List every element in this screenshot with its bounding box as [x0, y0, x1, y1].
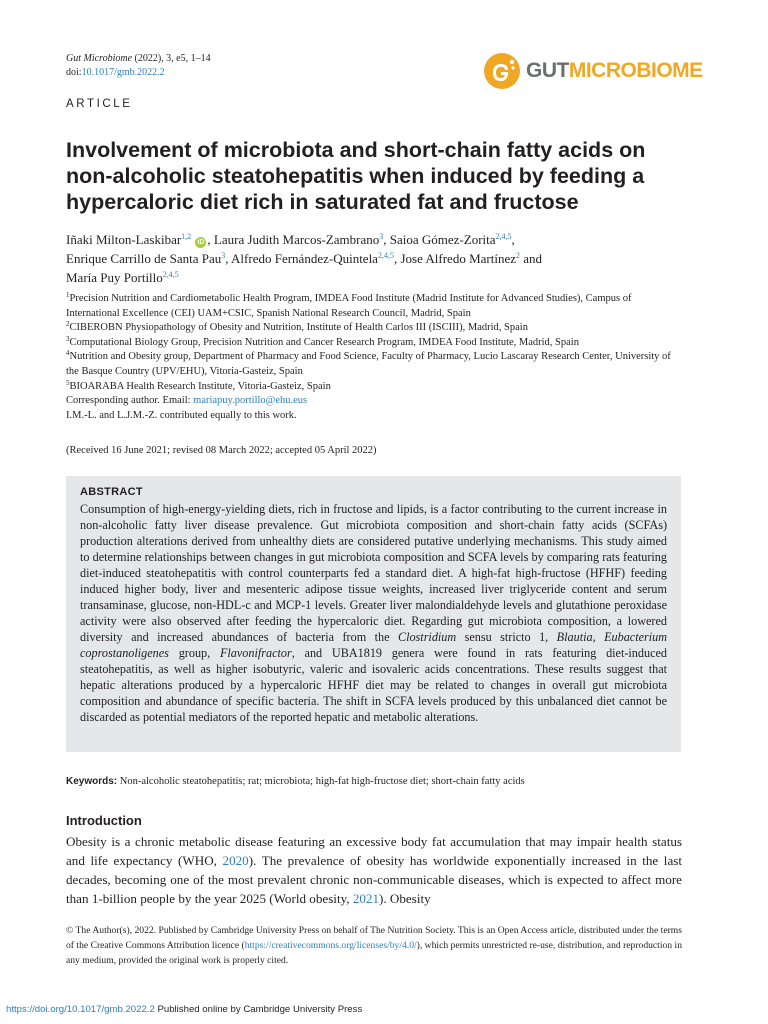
abstract-heading: ABSTRACT [80, 486, 143, 498]
affiliation-item: $^2$CIBEROBN Physiopathology of Obesity and Nutrition, Institute of Health Carlos III (ISCIII), Madrid, Spain [66, 320, 528, 334]
footer-doi-link[interactable]: https://doi.org/10.1017/gmb.2022.2 [6, 1004, 155, 1015]
corresponding-email-link[interactable]: mariapuy.portillo@ehu.eus [193, 395, 308, 407]
article-title: Involvement of microbiota and short-chain fatty acids on non-alcoholic steatohepatitis when induced by feeding a hypercaloric diet rich in saturated fat and fructose [66, 138, 646, 214]
authors-and: and [523, 251, 543, 266]
introduction-text: Obesity is a chronic metabolic disease featuring an excessive body fat accumulation that may impair health status and life expectancy (WHO, 2020). The prevalence of obesity has worldwide exponentially increased in the last decades, becoming one of the most prevalent chronic non-communicable diseases, which is expected to affect more than 1-billion people by the year 2025 (World obesity, 2021). Obesity [66, 834, 682, 906]
author-name[interactable]: Laura Judith Marcos-Zambrano [213, 232, 380, 247]
received-dates: (Received 16 June 2021; revised 08 March 2022; accepted 05 April 2022) [66, 445, 377, 456]
author-affiliation-ref[interactable]: 2,4,5 [495, 232, 512, 241]
citation-block [66, 52, 211, 79]
author-name[interactable]: Alfredo Fernández-Quintela [231, 251, 378, 266]
author-name[interactable]: Enrique Carrillo de Santa Pau [66, 251, 222, 266]
license-url-link[interactable]: https://creativecommons.org/licenses/by/4.0/ [244, 940, 417, 951]
author-affiliation-ref[interactable]: 2,4,5 [377, 251, 394, 260]
article-type-label: ARTICLE [66, 98, 133, 110]
reference-link[interactable]: 2020 [222, 853, 249, 868]
orcid-icon[interactable]: iD [197, 239, 205, 246]
introduction-heading: Introduction [66, 813, 142, 828]
equal-contribution-note: I.M.-L. and L.J.M.-Z. contributed equally to this work. [66, 409, 297, 421]
footer-published-text: Published online by Cambridge University Press [154, 1004, 363, 1015]
journal-name: Gut Microbiome [66, 53, 133, 64]
page-footer [6, 1004, 362, 1015]
author-name[interactable]: Saioa Gómez-Zorita [389, 232, 496, 247]
affiliation-item: $^5$BIOARABA Health Research Institute, Vitoria-Gasteiz, Spain [66, 378, 331, 392]
doi-link[interactable]: 10.1017/gmb.2022.2 [81, 66, 165, 78]
author-affiliation-ref[interactable]: 2 [516, 251, 520, 260]
abstract-text: Consumption of high-energy-yielding diets, rich in fructose and lipids, is a factor contributing to the current increase in non-alcoholic fatty liver disease prevalence. Gut microbiota composition and short-chain fatty acids (SCFAs) production alterations derived from unhealthy diets are considered putative underlying mechanisms. This study aimed to determine relationships between changes in gut microbiota composition and SCFA levels by comparing rats featuring diet-induced steatohepatitis with control counterparts fed a standard diet. A high-fat high-fructose (HFHF) feeding induced higher body, liver and mesenteric adipose tissue weights, increased liver triglyceride content and serum transaminase, glucose, non-HDL-c and MCP-1 levels. Greater liver malondialdehyde levels and glutathione peroxidase activity were also observed after feeding the hypercaloric diet. Regarding gut microbiota composition, a lowered diversity and increased abundances of bacteria from the Clostridium sensu stricto 1, Blautia, Eubacterium coprostanoligenes group, Flavonifractor, and UBA1819 genera were found in rats featuring diet-induced steatohepatitis, as well as higher isobutyric, valeric and isovaleric acids concentrations. These results suggest that hepatic alterations produced by a hypercaloric HFHF diet may be related to changes in overall gut microbiota composition and abundance of specific bacteria. The shift in SCFA levels produced by this unbalanced diet cannot be discarded as potential mediators of the reported hepatic and metabolic alterations. [80, 502, 668, 724]
author-name[interactable]: María Puy Portillo [66, 270, 163, 285]
citation-details: (2022), 3, e5, 1–14 [132, 53, 211, 64]
affiliation-item: $^1$Precision Nutrition and Cardiometabolic Health Program, IMDEA Food Institute (Madrid Institute for Advanced Studies), Campus of International Excellence (CEI) UAM+CSIC, Spanish National Research Council, Madrid, Spain [66, 291, 632, 319]
author-affiliation-ref[interactable]: 3 [379, 232, 384, 241]
author-affiliation-ref[interactable]: 1,2 [181, 232, 192, 241]
author-affiliation-ref[interactable]: 2,4,5 [162, 270, 179, 279]
logo-wordmark: GUTMICROBIOME [526, 59, 703, 82]
author-name[interactable]: Iñaki Milton-Laskibar [66, 232, 182, 247]
keywords [66, 775, 686, 789]
reference-link[interactable]: 2021 [352, 891, 380, 906]
affiliation-item: $^3$Computational Biology Group, Precision Nutrition and Cancer Research Program, IMDEA Food Institute, Madrid, Spain [66, 334, 579, 348]
author-affiliation-ref[interactable]: 3 [221, 251, 226, 260]
author-list: Iñaki Milton-Laskibar$^{1,2}$ iD , Laura Judith Marcos-Zambrano$^3$, Saioa Gómez-Zorita$^{2,4,5}$, Enrique Carrillo de Santa Pau$^3$, Alfredo Fernández-Quintela$^{2,4,5}$, Jose Alfredo Martínez$^2$ and María Puy Portillo$^{2,4,5}$ [66, 232, 543, 285]
journal-logo [484, 52, 703, 90]
keywords-label: Keywords: [66, 776, 118, 787]
corresponding-author: Corresponding author. Email: mariapuy.portillo@ehu.eus [66, 395, 308, 407]
gut-microbiome-logo-icon [484, 53, 520, 89]
keywords-text: Non-alcoholic steatohepatitis; rat; microbiota; high-fat high-fructose diet; short-chain fatty acids [117, 776, 525, 787]
doi-prefix: doi: [66, 66, 82, 78]
abstract-box [66, 476, 681, 752]
author-name[interactable]: Jose Alfredo Martínez [400, 251, 516, 266]
affiliations [66, 292, 686, 423]
affiliation-item: $^4$Nutrition and Obesity group, Department of Pharmacy and Food Science, Faculty of Pharmacy, Lucio Lascaray Research Center, University of the Basque Country (UPV/EHU), Vitoria-Gasteiz, Spain [66, 349, 671, 377]
license-notice: © The Author(s), 2022. Published by Cambridge University Press on behalf of The Nutrition Society. This is an Open Access article, distributed under the terms of the Creative Commons Attribution licence (https://creativecommons.org/licenses/by/4.0/), which permits unrestricted re-use, distribution, and reproduction in any medium, provided the original work is properly cited. [66, 925, 682, 966]
